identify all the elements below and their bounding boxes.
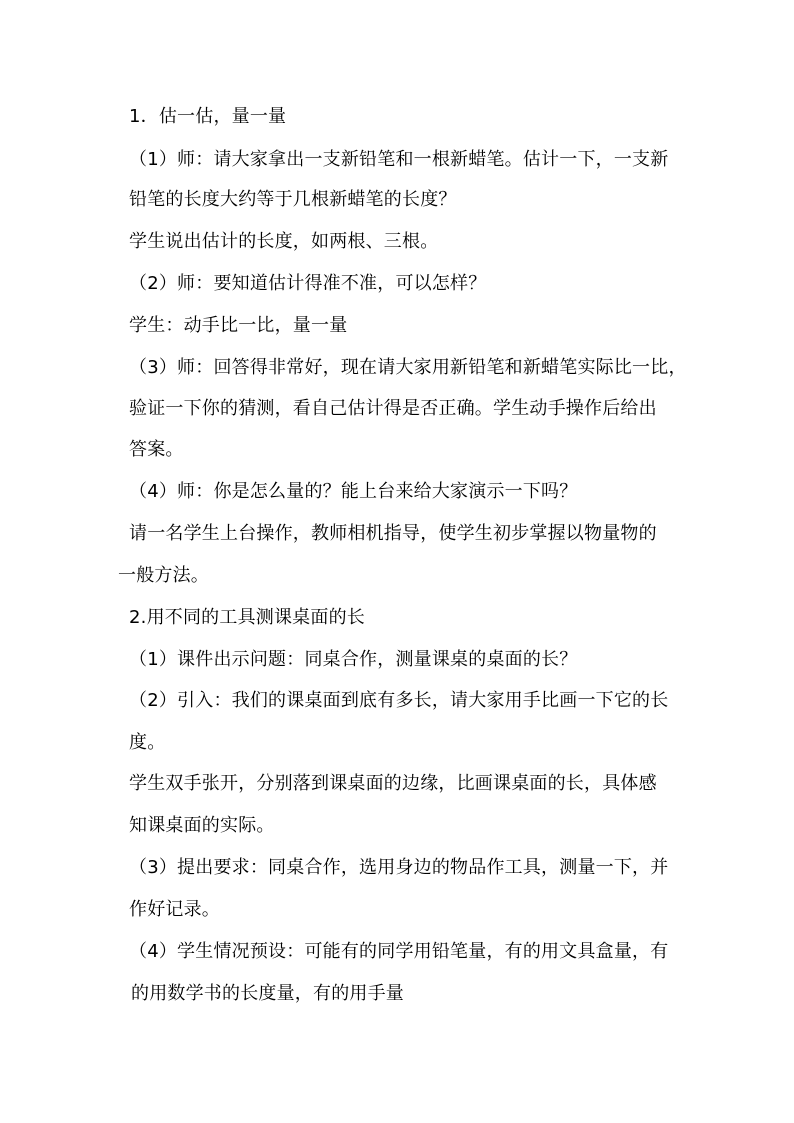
section-2-step-2-line-cont: 度。 <box>129 732 166 753</box>
step-4-teacher-line: （4）师：你是怎么量的？能上台来给大家演示一下吗？ <box>129 481 578 502</box>
section-2-step-4-line: （4）学生情况预设：可能有的同学用铅笔量，有的用文具盒量，有 <box>129 941 669 962</box>
step-3-teacher-line-cont: 验证一下你的猜测，看自己估计得是否正确。学生动手操作后给出 <box>129 398 657 419</box>
section-1-heading: 1．估一估，量一量 <box>129 106 287 127</box>
section-2-step-1-line: （1）课件出示问题：同桌合作，测量课桌的桌面的长？ <box>129 649 578 670</box>
section-2-student-line-cont: 知课桌面的实际。 <box>129 815 275 836</box>
step-4-activity-line: 请一名学生上台操作，教师相机指导，使学生初步掌握以物量物的 <box>129 523 657 544</box>
step-1-teacher-line: （1）师：请大家拿出一支新铅笔和一根新蜡笔。估计一下，一支新 <box>129 149 669 170</box>
step-3-teacher-line: （3）师：回答得非常好，现在请大家用新铅笔和新蜡笔实际比一比， <box>129 357 687 378</box>
step-4-activity-line-cont: 一般方法。 <box>118 565 209 586</box>
step-2-student-line: 学生：动手比一比，量一量 <box>129 315 348 336</box>
section-2-heading: 2.用不同的工具测课桌面的长 <box>129 607 365 628</box>
section-2-student-line: 学生双手张开，分别落到课桌面的边缘，比画课桌面的长，具体感 <box>129 773 657 794</box>
step-3-teacher-line-end: 答案。 <box>129 439 184 460</box>
section-2-step-4-line-cont: 的用数学书的长度量，有的用手量 <box>131 983 404 1004</box>
step-2-teacher-line: （2）师：要知道估计得准不准，可以怎样？ <box>129 273 487 294</box>
step-1-teacher-line-cont: 铅笔的长度大约等于几根新蜡笔的长度？ <box>129 189 457 210</box>
section-2-step-3-line-cont: 作好记录。 <box>129 899 220 920</box>
step-1-student-line: 学生说出估计的长度，如两根、三根。 <box>129 231 439 252</box>
section-2-step-3-line: （3）提出要求：同桌合作，选用身边的物品作工具，测量一下，并 <box>129 857 669 878</box>
section-2-step-2-line: （2）引入：我们的课桌面到底有多长，请大家用手比画一下它的长 <box>129 690 669 711</box>
